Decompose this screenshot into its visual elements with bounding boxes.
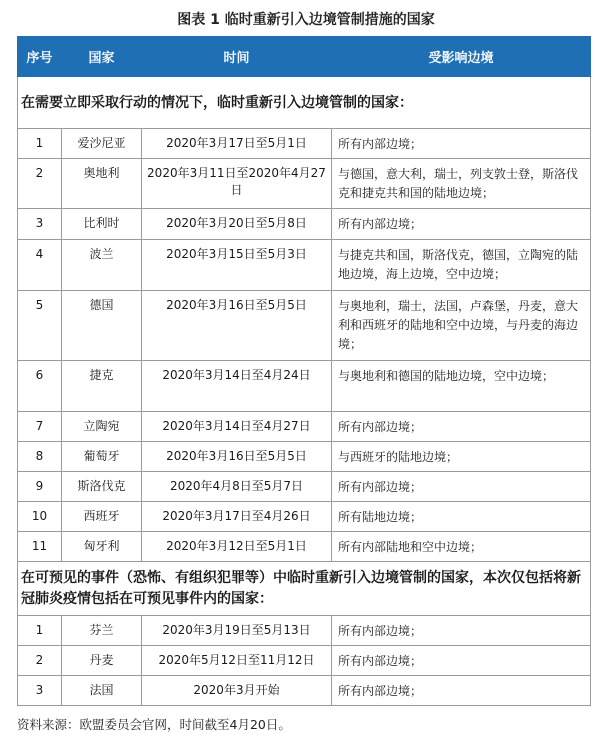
header-country: 国家 <box>62 37 142 77</box>
row-country: 丹麦 <box>62 646 142 676</box>
row-time: 2020年5月12日至11月12日 <box>142 646 332 676</box>
table-row <box>18 646 591 676</box>
section-row-immediate <box>18 77 591 129</box>
table-title: 图表 1 临时重新引入边境管制措施的国家 <box>177 12 435 28</box>
row-number: 6 <box>18 361 62 412</box>
row-area: 与奥地利和德国的陆地边境，空中边境； <box>332 361 591 412</box>
row-time: 2020年3月17日至5月1日 <box>142 129 332 159</box>
row-country: 奥地利 <box>62 159 142 209</box>
row-area: 与德国，意大利，瑞士，列支敦士登，斯洛伐克和捷克共和国的陆地边境； <box>332 159 591 209</box>
row-area: 与西班牙的陆地边境； <box>332 442 591 472</box>
row-area: 所有内部边境； <box>332 472 591 502</box>
header-time: 时间 <box>142 37 332 77</box>
row-time: 2020年3月开始 <box>142 676 332 706</box>
row-country: 匈牙利 <box>62 532 142 562</box>
row-number: 2 <box>18 646 62 676</box>
table-row <box>18 159 591 209</box>
row-country: 法国 <box>62 676 142 706</box>
row-country: 比利时 <box>62 209 142 240</box>
row-area: 所有内部边境； <box>332 129 591 159</box>
row-number: 3 <box>18 676 62 706</box>
table-row <box>18 442 591 472</box>
section-row-foreseeable <box>18 562 591 616</box>
header-no: 序号 <box>18 37 62 77</box>
table-row <box>18 676 591 706</box>
table-row <box>18 472 591 502</box>
row-number: 2 <box>18 159 62 209</box>
table-row <box>18 209 591 240</box>
row-number: 1 <box>18 616 62 646</box>
row-time: 2020年3月12日至5月1日 <box>142 532 332 562</box>
row-area: 与奥地利，瑞士，法国，卢森堡，丹麦，意大利和西班牙的陆地和空中边境，与丹麦的海边境； <box>332 291 591 361</box>
table-row <box>18 129 591 159</box>
section-heading-foreseeable: 在可预见的事件（恐怖、有组织犯罪等）中临时重新引入边境管制的国家，本次仅包括将新冠肺炎疫情包括在可预见事件内的国家： <box>18 562 591 616</box>
row-time: 2020年3月16日至5月5日 <box>142 291 332 361</box>
row-number: 3 <box>18 209 62 240</box>
row-area: 所有内部边境； <box>332 209 591 240</box>
row-time: 2020年3月20日至5月8日 <box>142 209 332 240</box>
row-time: 2020年4月8日至5月7日 <box>142 472 332 502</box>
row-area: 所有陆地边境； <box>332 502 591 532</box>
table-row <box>18 291 591 361</box>
row-country: 德国 <box>62 291 142 361</box>
row-country: 爱沙尼亚 <box>62 129 142 159</box>
row-time: 2020年3月16日至5月5日 <box>142 442 332 472</box>
row-number: 4 <box>18 240 62 291</box>
table-row <box>18 502 591 532</box>
row-time: 2020年3月19日至5月13日 <box>142 616 332 646</box>
header-row <box>18 37 591 77</box>
row-time: 2020年3月15日至5月3日 <box>142 240 332 291</box>
row-area: 所有内部边境； <box>332 616 591 646</box>
row-time: 2020年3月14日至4月27日 <box>142 412 332 442</box>
row-country: 西班牙 <box>62 502 142 532</box>
border-control-table <box>17 36 591 706</box>
row-country: 捷克 <box>62 361 142 412</box>
row-area: 所有内部边境； <box>332 412 591 442</box>
row-number: 11 <box>18 532 62 562</box>
row-country: 立陶宛 <box>62 412 142 442</box>
header-affected-border: 受影响边境 <box>332 37 591 77</box>
row-time: 2020年3月11日至2020年4月27日 <box>142 159 332 209</box>
table-row <box>18 616 591 646</box>
source-note: 资料来源：欧盟委员会官网，时间截至4月20日。 <box>17 717 291 732</box>
row-number: 1 <box>18 129 62 159</box>
row-country: 斯洛伐克 <box>62 472 142 502</box>
row-number: 8 <box>18 442 62 472</box>
table-row <box>18 532 591 562</box>
row-time: 2020年3月17日至4月26日 <box>142 502 332 532</box>
section-heading-immediate: 在需要立即采取行动的情况下，临时重新引入边境管制的国家： <box>18 77 591 129</box>
row-number: 5 <box>18 291 62 361</box>
row-number: 9 <box>18 472 62 502</box>
row-area: 与捷克共和国，斯洛伐克，德国，立陶宛的陆地边境，海上边境，空中边境； <box>332 240 591 291</box>
row-time: 2020年3月14日至4月24日 <box>142 361 332 412</box>
row-number: 10 <box>18 502 62 532</box>
row-area: 所有内部边境； <box>332 676 591 706</box>
row-area: 所有内部陆地和空中边境； <box>332 532 591 562</box>
row-country: 葡萄牙 <box>62 442 142 472</box>
row-country: 波兰 <box>62 240 142 291</box>
row-country: 芬兰 <box>62 616 142 646</box>
row-number: 7 <box>18 412 62 442</box>
row-area: 所有内部边境； <box>332 646 591 676</box>
table-row <box>18 361 591 412</box>
table-row <box>18 412 591 442</box>
table-row <box>18 240 591 291</box>
